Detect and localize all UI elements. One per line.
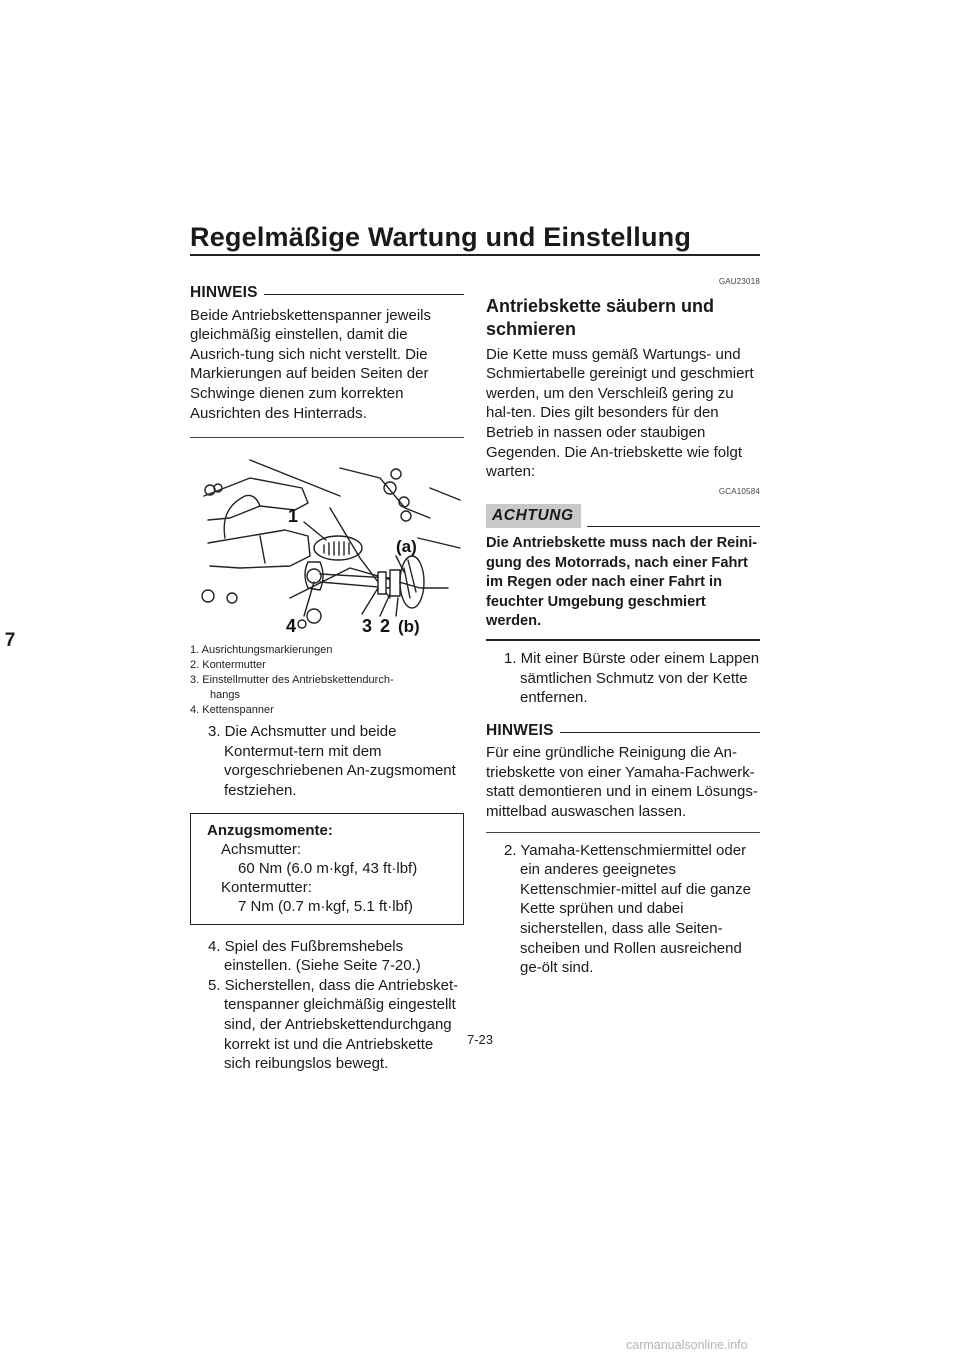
legend-item: 1. Ausrichtungsmarkierungen (190, 644, 333, 657)
torque-axle-value: 60 Nm (6.0 m·kgf, 43 ft·lbf) (238, 859, 418, 877)
torque-spec-box (190, 813, 464, 925)
steps-list-continued (190, 937, 464, 1074)
caution-end-rule (486, 639, 760, 641)
document-code: GAU23018 (718, 277, 760, 286)
notice-end-rule-right (486, 832, 760, 833)
callout-4: 4 (286, 616, 297, 637)
notice-heading (190, 283, 464, 303)
page-title: Regelmäßige Wartung und Einstellung (190, 222, 692, 252)
caution-heading (486, 504, 760, 528)
illustration-svg (190, 448, 464, 636)
callout-b: (b) (398, 617, 420, 637)
title-rule (190, 254, 760, 256)
section-intro: Die Kette muss gemäß Wartungs- und Schmiertabelle gereinigt und geschmiert werden, um den Verschleiß gering zu hal-ten. Dies gilt besonders für den Betrieb in nassen oder staubigen Gegenden. Die An-triebskette wie folgt warten: (486, 345, 754, 481)
notice-heading-right (486, 721, 760, 741)
step-4: 4. Spiel des Fußbremshebels einstellen. (Siehe Seite 7-20.) (208, 937, 421, 975)
callout-1: 1 (288, 506, 299, 527)
left-column (190, 283, 464, 1074)
figure-legend (190, 643, 464, 718)
torque-locknut-label: Kontermutter: (221, 878, 312, 896)
notice-label-right: HINWEIS (486, 721, 554, 739)
legend-item: 3. Einstellmutter des Antriebskettendurch- (190, 674, 394, 687)
step-5: 5. Sicherstellen, dass die Antriebsket-tenspanner gleichmäßig eingestellt sind, der Antriebskettendurchgang korrekt ist und die Antriebskette sich reibungslos bewegt. (208, 976, 459, 1073)
legend-item: 4. Kettenspanner (190, 704, 274, 717)
watermark: carmanualsonline.info (626, 1338, 748, 1352)
caution-label: ACHTUNG (486, 504, 581, 528)
caution-text: Die Antriebskette muss nach der Reini-gung des Motorrads, nach einer Fahrt im Regen oder nach einer Fahrt in feuchter Umgebung geschmiert werden. (486, 534, 758, 630)
step-1: 1. Mit einer Bürste oder einem Lappen sämtlichen Schmutz von der Kette entfernen. (504, 649, 760, 707)
torque-heading: Anzugsmomente: (207, 821, 333, 839)
torque-locknut-value: 7 Nm (0.7 m·kgf, 5.1 ft·lbf) (238, 897, 414, 915)
chain-adjuster-illustration (190, 448, 464, 636)
section-title: Antriebskette säubern und schmieren (486, 295, 715, 339)
steps-list (190, 722, 464, 800)
notice-rule-right (560, 732, 760, 733)
step-3: 3. Die Achsmutter und beide Kontermut-tern mit dem vorgeschriebenen An-zugsmoment festziehen. (208, 723, 456, 799)
torque-axle-label: Achsmutter: (221, 840, 302, 858)
callout-3: 3 (362, 616, 373, 637)
right-steps-list (486, 649, 760, 708)
legend-item: 2. Kontermutter (190, 659, 266, 672)
notice-end-rule (190, 437, 464, 438)
notice-text-right: Für eine gründliche Reinigung die An-triebskette von einer Yamaha-Fachwerk-statt demontieren und in einem Lösungs-mittelbad auswaschen lassen. (486, 744, 758, 821)
step-2: 2. Yamaha-Kettenschmiermittel oder ein anderes geeignetes Kettenschmier-mittel auf die ganze Kette sprühen und dabei sicherstellen, dass alle Seiten-scheiben und Rollen ausreichend ge-ölt sind. (504, 841, 751, 977)
notice-rule (264, 294, 464, 295)
notice-text: Beide Antriebskettenspanner jeweils gleichmäßig einstellen, damit die Ausrich-tung sich nicht verstellt. Die Markierungen auf beiden Seiten der Schwinge dienen zum korrekten Ausrichten des Hinterrads. (190, 306, 431, 422)
caution-rule (587, 526, 760, 527)
notice-label: HINWEIS (190, 284, 258, 301)
right-steps-list-continued (486, 841, 760, 978)
caution-code: GCA10584 (718, 486, 760, 496)
legend-item-continuation: hangs (210, 689, 240, 702)
callout-2: 2 (380, 616, 391, 637)
page-number: 7-23 (466, 1032, 494, 1047)
callout-a: (a) (396, 537, 417, 557)
chapter-tab: 7 (4, 630, 16, 651)
right-column (486, 272, 760, 978)
